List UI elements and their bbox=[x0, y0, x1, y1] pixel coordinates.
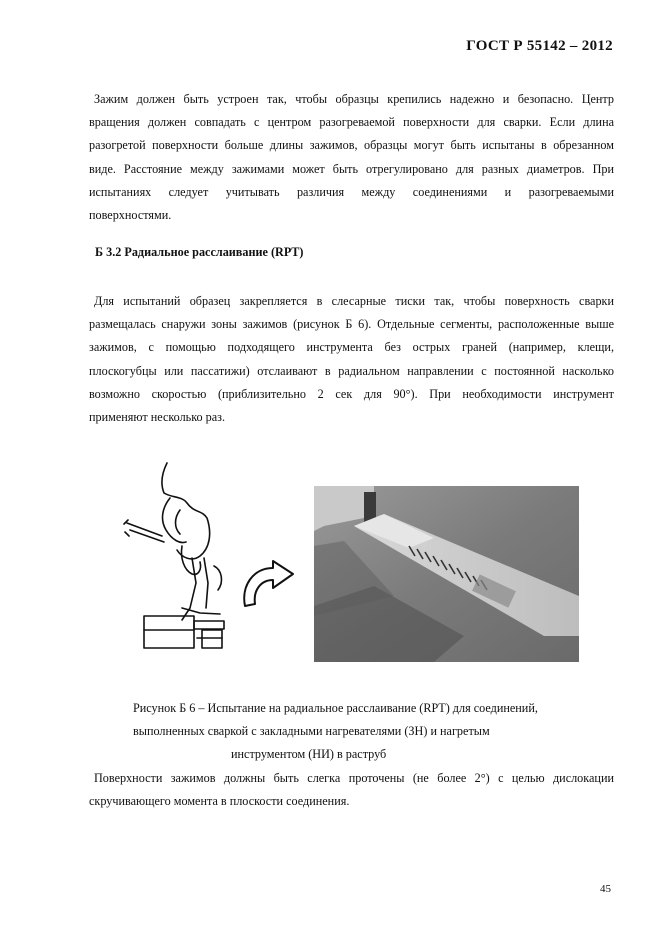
text-line: Поверхности зажимов должны быть слегка проточены (не более 2°) с целью дислокации bbox=[94, 771, 614, 785]
specimen-photo bbox=[314, 486, 579, 662]
text-line: размещалась снаружи зоны зажимов (рисунок Б 6). Отдельные сегменты, расположенные выше bbox=[89, 317, 614, 332]
rotation-arrow-icon bbox=[237, 558, 297, 618]
text-line: скручивающего момента в плоскости соединения. bbox=[89, 794, 350, 809]
text-line: применяют несколько раз. bbox=[89, 409, 226, 424]
text-line: испытаниях следует учитывать различия между соединениями и разогреваемыми bbox=[89, 184, 614, 199]
figure-caption-line: инструментом (НИ) в раструб bbox=[231, 747, 387, 761]
text-line: возможно скоростью (приблизительно 2 сек для 90°). При необходимости инструмент bbox=[89, 386, 614, 401]
text-line: поверхностями. bbox=[89, 207, 172, 222]
text-line: Зажим должен быть устроен так, чтобы образцы крепились надежно и безопасно. Центр bbox=[94, 92, 614, 106]
section-heading: Б 3.2 Радиальное расслаивание (RPT) bbox=[95, 245, 304, 259]
document-header: ГОСТ Р 55142 – 2012 bbox=[466, 38, 613, 54]
paragraph-clamp-surface bbox=[89, 767, 614, 813]
figure-rpt-test bbox=[112, 458, 582, 688]
text-line: плоскогубцы или пассатижи) отслаивают в радиальном направлении с постоянной насколько bbox=[89, 363, 614, 378]
figure-caption-line: выполненных сваркой с закладными нагревателями (ЗН) и нагретым bbox=[133, 724, 490, 738]
text-line: вращения должен совпадать с центром разогреваемой поверхности для сварки. Если длина bbox=[89, 115, 614, 130]
text-line: зажимов, с помощью подходящего инструмента без острых граней (например, клещи, bbox=[89, 340, 614, 355]
pliers-vise-illustration bbox=[122, 458, 242, 658]
text-line: разогретой поверхности больше длины зажимов, образцы могут быть испытаны в обрезанном bbox=[89, 138, 614, 153]
page-number: 45 bbox=[600, 883, 611, 895]
text-line: Для испытаний образец закрепляется в слесарные тиски так, чтобы поверхность сварки bbox=[94, 294, 614, 308]
paragraph-clamp-description bbox=[89, 88, 614, 227]
paragraph-test-procedure bbox=[89, 290, 614, 429]
text-line: виде. Расстояние между зажимами может быть отрегулировано для разных диаметров. При bbox=[89, 161, 614, 176]
figure-caption-line: Рисунок Б 6 – Испытание на радиальное расслаивание (RPT) для соединений, bbox=[133, 701, 538, 715]
